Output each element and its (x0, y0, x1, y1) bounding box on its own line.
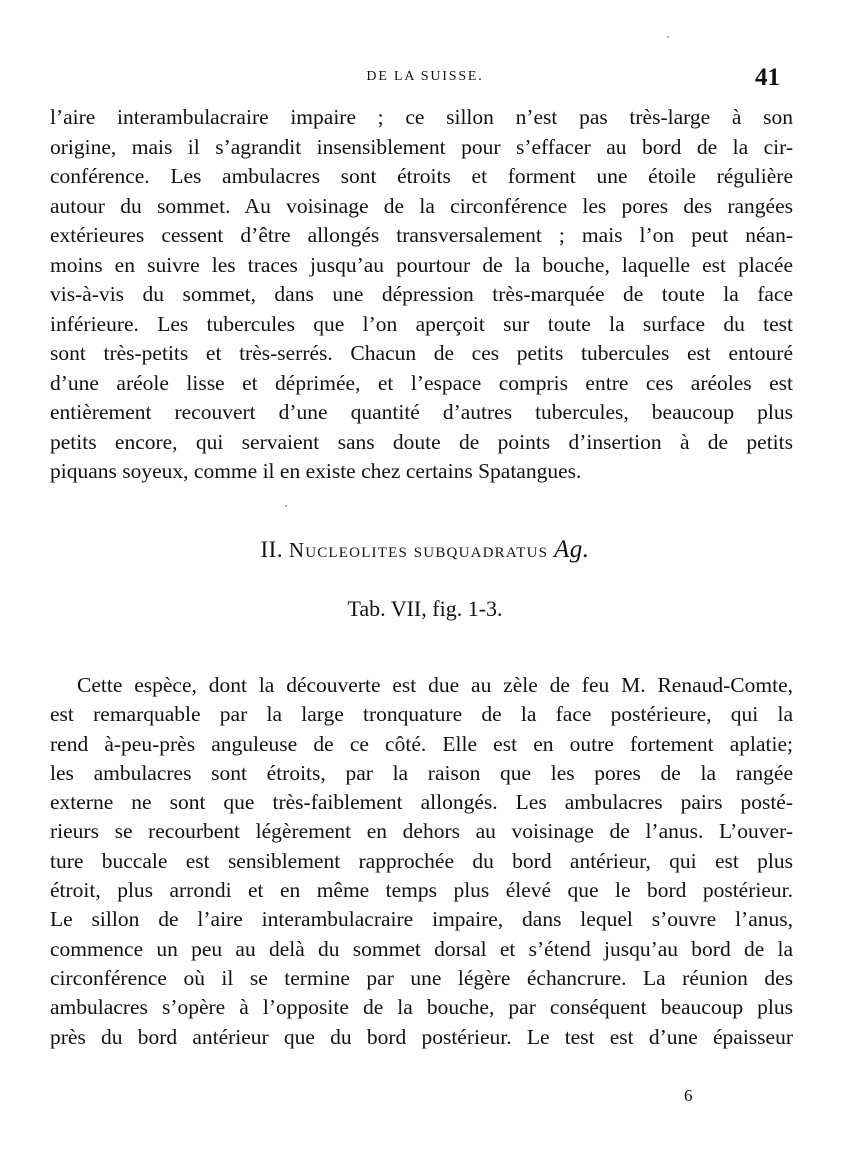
text-line: étroit, plus arrondi et en même temps plus élevé que le bord postérieur. (50, 878, 793, 903)
text-line: est remarquable par la large tronquature de la face postérieure, qui la (50, 702, 793, 727)
text-line: ture buccale est sensiblement rapprochée du bord antérieur, qui est plus (50, 848, 793, 873)
species-name: subquadratus (413, 538, 549, 562)
page-number: 41 (755, 64, 780, 91)
text-line: extérieures cessent d’être allongés transversalement ; mais l’on peut néan- (50, 223, 793, 247)
text-line: vis-à-vis du sommet, dans une dépression très-marquée de toute la face (50, 282, 793, 306)
text-line: les ambulacres sont étroits, par la raison que les pores de la rangée (50, 760, 793, 785)
text-line: conférence. Les ambulacres sont étroits et forment une étoile régulière (50, 164, 793, 188)
text-line: d’une aréole lisse et déprimée, et l’espace compris entre ces aréoles est (50, 370, 793, 395)
text-line: origine, mais il s’agrandit insensiblement pour s’effacer au bord de la cir- (50, 134, 793, 159)
running-head (0, 66, 850, 90)
text-line: près du bord antérieur que du bord postérieur. Le test est d’une épaisseur (50, 1024, 793, 1049)
text-line: petits encore, qui servaient sans doute de points d’insertion à de petits (50, 429, 793, 454)
plate-reference: Tab. VII, fig. 1-3. (347, 596, 503, 621)
scan-speck (667, 36, 669, 38)
text-line: circonférence où il se termine par une légère échancrure. La réunion des (50, 965, 793, 990)
running-title: DE LA SUISSE. (366, 69, 484, 84)
section-heading (0, 536, 850, 564)
text-line: rieurs se recourbent légèrement en dehors au voisinage de l’anus. L’ouver- (50, 819, 793, 844)
text-line: piquans soyeux, comme il en existe chez certains Spatangues. (50, 459, 582, 483)
text-line: inférieure. Les tubercules que l’on aperçoit sur toute la surface du test (50, 311, 793, 336)
text-line: l’aire interambulacraire impaire ; ce sillon n’est pas très-large à son (50, 105, 793, 129)
text-line: entièrement recouvert d’une quantité d’autres tubercules, beaucoup plus (50, 400, 793, 424)
text-line: Cette espèce, dont la découverte est due au zèle de feu M. Renaud-Comte, (77, 673, 793, 697)
paragraph-continued (50, 103, 793, 487)
section-number: II. (260, 537, 284, 562)
text-line: rend à-peu-près anguleuse de ce côté. Elle est en outre fortement aplatie; (50, 731, 793, 756)
scan-speck (285, 505, 287, 507)
text-line: Le sillon de l’aire interambulacraire impaire, dans lequel s’ouvre l’anus, (50, 907, 793, 932)
text-line: externe ne sont que très-faiblement allongés. Les ambulacres pairs posté- (50, 790, 793, 815)
text-line: autour du sommet. Au voisinage de la circonférence les pores des rangées (50, 193, 793, 218)
text-line: sont très-petits et très-serrés. Chacun de ces petits tubercules est entouré (50, 341, 793, 365)
text-line: moins en suivre les traces jusqu’au pourtour de la bouche, laquelle est placée (50, 252, 793, 277)
author-abbreviation: Ag. (553, 536, 590, 563)
text-line: commence un peu au delà du sommet dorsal et s’étend jusqu’au bord de la (50, 936, 793, 961)
text-line: ambulacres s’opère à l’opposite de la bouche, par conséquent beaucoup plus (50, 995, 793, 1020)
paragraph-description (50, 671, 793, 1052)
genus-name: Nucleolites (288, 538, 409, 562)
signature-mark: 6 (684, 1086, 693, 1105)
